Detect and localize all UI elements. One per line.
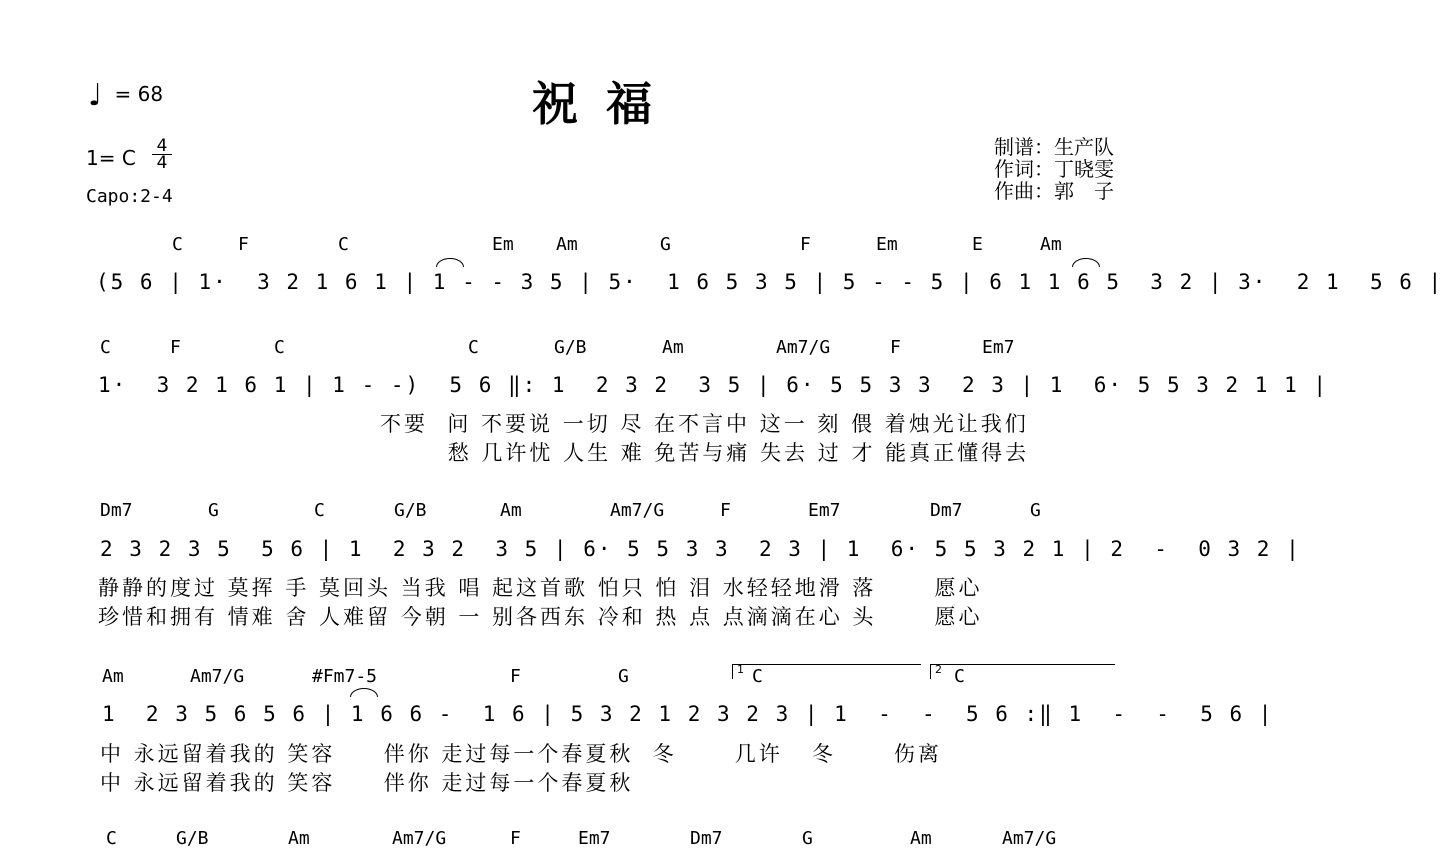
key-label: 1= C xyxy=(86,146,136,170)
chord: C xyxy=(172,234,183,255)
chord: C xyxy=(954,666,965,687)
tempo-marking xyxy=(88,78,163,113)
lyric-line-2: 珍惜和拥有 情难 舍 人难留 今朝 一 别各西东 冷和 热 点 点滴滴在心 头 愿心 xyxy=(98,605,983,629)
tie-mark xyxy=(1072,258,1100,267)
chord: Am7/G xyxy=(190,666,245,687)
chord: F xyxy=(510,666,521,687)
chord: Am7/G xyxy=(1002,828,1057,849)
chord: Am7/G xyxy=(776,337,831,358)
chord: G xyxy=(618,666,629,687)
chord: C xyxy=(338,234,349,255)
chord: Am7/G xyxy=(610,500,665,521)
key-signature xyxy=(86,146,136,170)
chord: G xyxy=(208,500,219,521)
chord: G/B xyxy=(394,500,427,521)
chord: Dm7 xyxy=(100,500,133,521)
chord: C xyxy=(752,666,763,687)
time-signature xyxy=(152,138,172,171)
chord: Am7/G xyxy=(392,828,447,849)
chord: F xyxy=(510,828,521,849)
chord: Em xyxy=(492,234,514,255)
chord: F xyxy=(890,337,901,358)
chord: F xyxy=(720,500,731,521)
quarter-note-icon: ♩ xyxy=(88,78,103,113)
chord: #Fm7-5 xyxy=(312,666,378,687)
tie-mark xyxy=(436,258,464,267)
chord: Am xyxy=(1040,234,1062,255)
chord: Em xyxy=(876,234,898,255)
lyric-line-2: 中 永远留着我的 笑容 伴你 走过每一个春夏秋 xyxy=(100,771,634,795)
chord: G xyxy=(660,234,671,255)
chord: Am xyxy=(556,234,578,255)
chord: G xyxy=(1030,500,1041,521)
chord: G/B xyxy=(176,828,209,849)
page-title: 祝福 xyxy=(532,77,680,131)
chord: C xyxy=(468,337,479,358)
chord: F xyxy=(800,234,811,255)
second-ending-bracket: 2 xyxy=(930,664,1115,679)
credit-lyrics: 作词：丁晓雯 xyxy=(994,157,1114,181)
lyric-line-1: 中 永远留着我的 笑容 伴你 走过每一个春夏秋 冬 几许 冬 伤离 xyxy=(100,742,942,766)
first-ending-bracket: 1 xyxy=(732,664,921,679)
chord: Am xyxy=(288,828,310,849)
notation-line: (5 6 | 1· 3 2 1 6 1 | 1 - - 3 5 | 5· 1 6 5 3 5 | 5 - - 5 | 6 1 1 6 5 3 2 | 3· 2 1 5 6 | xyxy=(96,270,1443,294)
chord: Am xyxy=(102,666,124,687)
chord: Am xyxy=(500,500,522,521)
lyric-line-1: 不要 问 不要说 一切 尽 在不言中 这一 刻 偎 着烛光让我们 xyxy=(380,412,1029,436)
chord: C xyxy=(274,337,285,358)
chord: G xyxy=(802,828,813,849)
chord: C xyxy=(314,500,325,521)
tie-mark xyxy=(350,688,378,697)
chord: C xyxy=(106,828,117,849)
chord: F xyxy=(238,234,249,255)
chord: E xyxy=(972,234,983,255)
credit-notation: 制谱：生产队 xyxy=(994,135,1114,159)
chord: Dm7 xyxy=(930,500,963,521)
credit-music: 作曲：郭 子 xyxy=(994,179,1114,203)
time-top: 4 xyxy=(156,136,168,156)
chord: Em7 xyxy=(982,337,1015,358)
chord: F xyxy=(170,337,181,358)
chord: C xyxy=(100,337,111,358)
notation-line: 1· 3 2 1 6 1 | 1 - -) 5 6 ‖: 1 2 3 2 3 5 | 6· 5 5 3 3 2 3 | 1 6· 5 5 3 2 1 1 | xyxy=(98,373,1329,397)
notation-line: 2 3 2 3 5 5 6 | 1 2 3 2 3 5 | 6· 5 5 3 3 2 3 | 1 6· 5 5 3 2 1 | 2 - 0 3 2 | xyxy=(100,537,1301,561)
credits-block xyxy=(994,136,1114,202)
lyric-line-2: 愁 几许忧 人生 难 免苦与痛 失去 过 才 能真正懂得去 xyxy=(380,441,1030,465)
chord: Am xyxy=(910,828,932,849)
time-bottom: 4 xyxy=(156,153,168,173)
tempo-value: = 68 xyxy=(114,82,164,106)
lyric-line-1: 静静的度过 莫挥 手 莫回头 当我 唱 起这首歌 怕只 怕 泪 水轻轻地滑 落 愿心 xyxy=(98,576,983,600)
chord: G/B xyxy=(554,337,587,358)
chord: Dm7 xyxy=(690,828,723,849)
notation-line: 1 2 3 5 6 5 6 | 1 6 6 - 1 6 | 5 3 2 1 2 3 2 3 | 1 - - 5 6 :‖ 1 - - 5 6 | xyxy=(102,702,1274,726)
capo-label: Capo:2-4 xyxy=(86,186,173,207)
chord: Am xyxy=(662,337,684,358)
chord: Em7 xyxy=(808,500,841,521)
chord: Em7 xyxy=(578,828,611,849)
